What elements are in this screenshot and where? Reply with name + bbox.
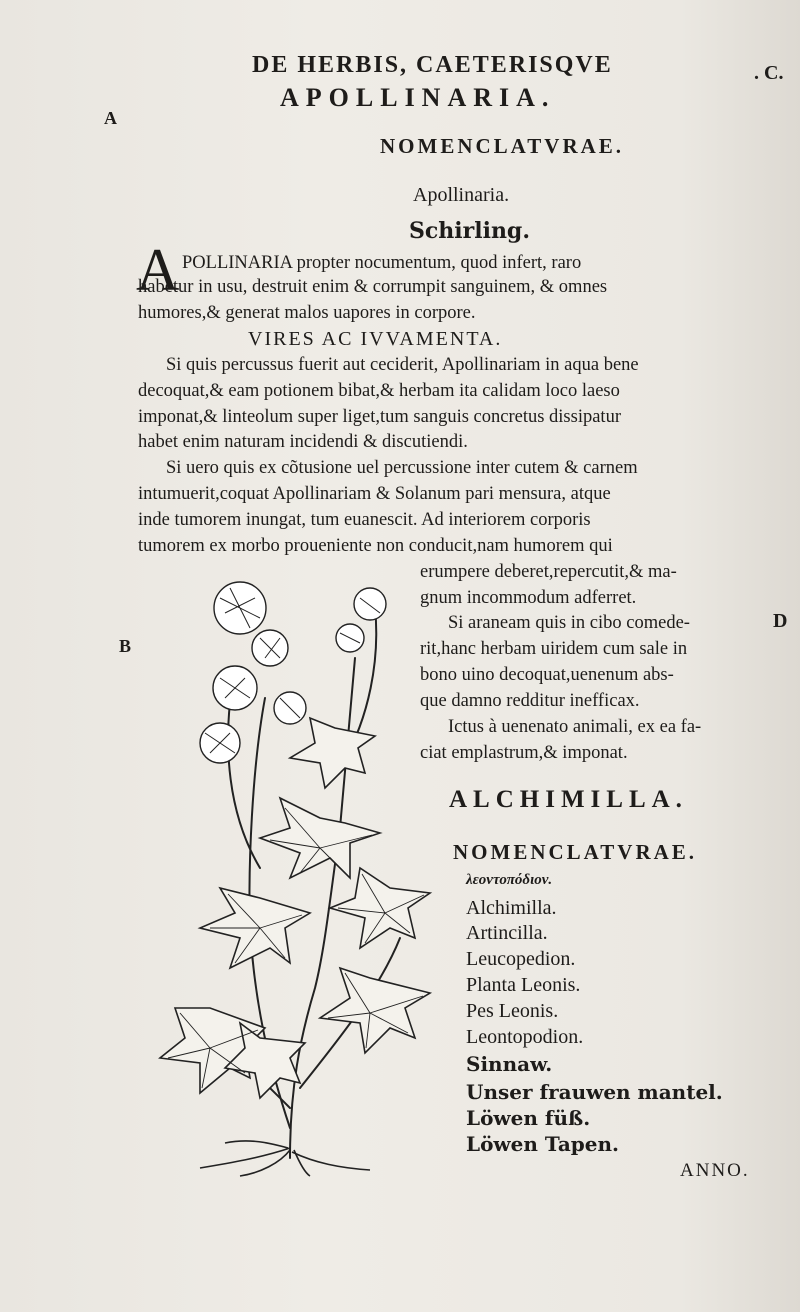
text-line: intumuerit,coquat Apollinariam & Solanum pari mensura, atque bbox=[138, 484, 611, 504]
text-line: Si quis percussus fuerit aut ceciderit, Apollinariam in aqua bene bbox=[166, 355, 639, 375]
german-synonym: Löwen Tapen. bbox=[466, 1132, 619, 1156]
text-line: rit,hanc herbam uiridem cum sale in bbox=[420, 639, 688, 659]
latin-synonym: Pes Leonis. bbox=[466, 1000, 559, 1022]
roots bbox=[200, 1141, 370, 1176]
german-synonym: Unser frauwen mantel. bbox=[466, 1080, 723, 1104]
folio-number: . C. bbox=[754, 62, 784, 84]
text-line: tumorem ex morbo proueniente non conducit,nam humorem qui bbox=[138, 536, 613, 556]
margin-letter-d: D bbox=[773, 610, 788, 632]
german-synonym: Sinnaw. bbox=[466, 1052, 553, 1076]
opening-line: POLLINARIA propter nocumentum, quod infert, raro bbox=[182, 253, 582, 273]
alchemilla-woodcut-illustration bbox=[140, 568, 440, 1178]
alchimilla-nomenclature-heading: NOMENCLATVRAE. bbox=[453, 840, 698, 864]
text-line: imponat,& linteolum super liget,tum sanguis concretus dissipatur bbox=[138, 407, 621, 427]
alchimilla-title: ALCHIMILLA. bbox=[449, 786, 688, 813]
text-line: bono uino decoquat,uenenum abs- bbox=[420, 665, 674, 685]
text-line: decoquat,& eam potionem bibat,& herbam ita calidam loco laeso bbox=[138, 381, 620, 401]
vires-heading: VIRES AC IVVAMENTA. bbox=[248, 328, 503, 350]
margin-letter-b: B bbox=[119, 636, 132, 656]
apollinaria-german-name: Schirling. bbox=[409, 218, 530, 244]
margin-letter-a: A bbox=[104, 108, 117, 128]
latin-synonym: Leucopedion. bbox=[466, 948, 576, 970]
latin-synonym: Alchimilla. bbox=[466, 897, 557, 919]
text-line: que damno redditur inefficax. bbox=[420, 691, 640, 711]
catchword: ANNO. bbox=[680, 1160, 750, 1181]
text-line: humores,& generat malos uapores in corpore. bbox=[138, 303, 476, 323]
text-line: gnum incommodum adferret. bbox=[420, 588, 637, 608]
latin-synonym: Leontopodion. bbox=[466, 1026, 584, 1048]
text-line: Ictus à uenenato animali, ex ea fa- bbox=[448, 717, 702, 737]
greek-name: λεοντοπόδιον. bbox=[466, 872, 553, 888]
apollinaria-title: APOLLINARIA. bbox=[280, 83, 556, 112]
latin-synonym: Artincilla. bbox=[466, 922, 548, 944]
apollinaria-latin-name: Apollinaria. bbox=[413, 184, 510, 206]
text-line: Si araneam quis in cibo comede- bbox=[448, 613, 690, 633]
text-line: habetur in usu, destruit enim & corrumpit sanguinem, & omnes bbox=[138, 277, 608, 297]
text-line: erumpere deberet,repercutit,& ma- bbox=[420, 562, 677, 582]
text-line: Si uero quis ex cõtusione uel percussione inter cutem & carnem bbox=[166, 458, 638, 478]
latin-synonym: Planta Leonis. bbox=[466, 974, 581, 996]
leaves bbox=[160, 718, 430, 1098]
text-line: ciat emplastrum,& imponat. bbox=[420, 743, 628, 763]
text-line: inde tumorem inungat, tum euanescit. Ad interiorem corporis bbox=[138, 510, 591, 530]
drop-cap: A bbox=[136, 237, 180, 303]
german-synonym: Löwen füß. bbox=[466, 1106, 591, 1130]
apollinaria-nomenclature-heading: NOMENCLATVRAE. bbox=[380, 134, 625, 158]
text-line: habet enim naturam incidendi & discutiendi. bbox=[138, 432, 468, 452]
running-title: DE HERBIS, CAETERISQVE bbox=[252, 52, 613, 78]
